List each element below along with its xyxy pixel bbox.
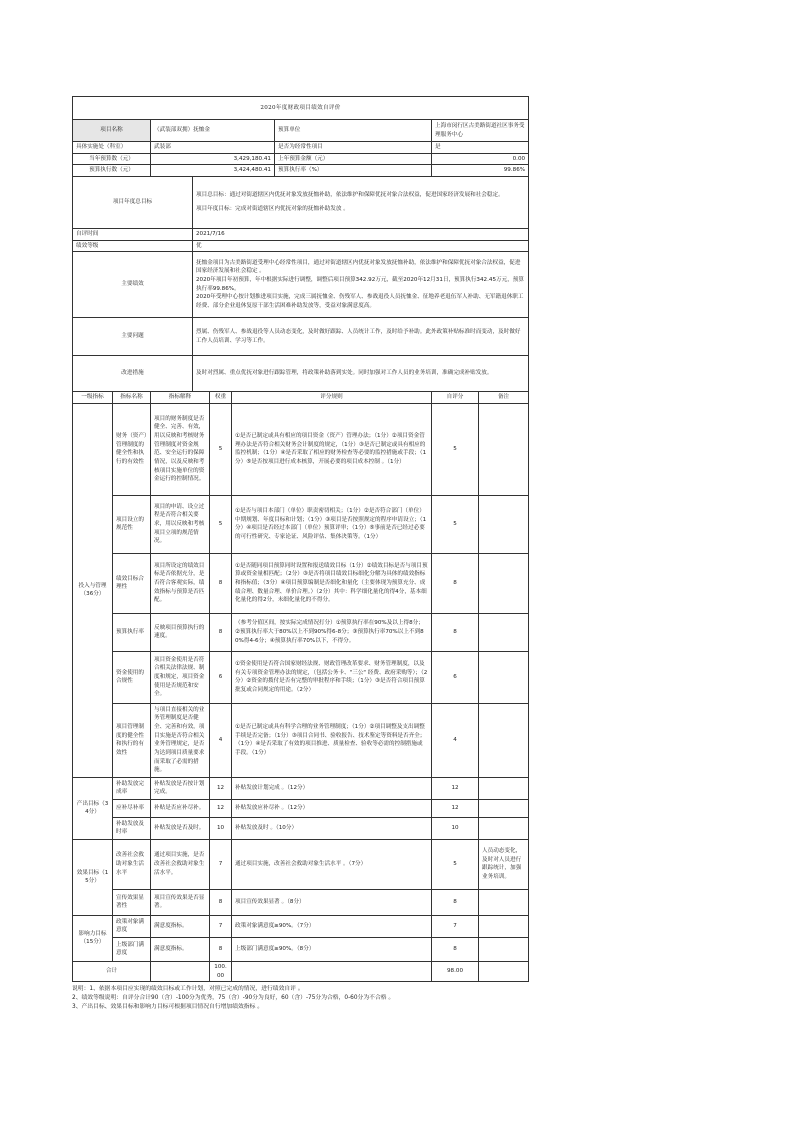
table-row [73, 703, 529, 777]
indicator-name: 上级部门满意度 [113, 937, 151, 961]
indicator-score: 12 [432, 777, 479, 799]
budget-unit-value: 上海市闵行区古美路街道社区事务受理服务中心 [432, 120, 529, 142]
indicator-note: 人员动态变化，及时对人员进行跟踪统计，加强业务培训。 [479, 839, 529, 889]
header-name: 指标名称 [113, 392, 151, 404]
table-row [73, 613, 529, 651]
indicator-rule: 项目宣传效果显著 。（8分） [232, 889, 432, 915]
indicator-desc: 满意度指标。 [151, 937, 210, 961]
exec-rate-label: 预算执行率（%） [275, 165, 432, 177]
budget-label: 当年预算数（元） [73, 153, 151, 165]
indicator-score: 4 [432, 703, 479, 777]
performance-p2: 2020年项目年初预算，年中根据实际进行调整，调整后项目预算342.92万元，截至2020年12月31日，预算执行342.45万元，预算执行率99.86%。 [196, 277, 524, 292]
indicator-rule: 补贴发放应补尽补 。（12分） [232, 799, 432, 817]
evaluation-table [72, 96, 529, 982]
total-score: 98.00 [432, 961, 479, 981]
indicator-score: 10 [432, 817, 479, 839]
note-line: 2、绩效等级说明：自评分合计90（含）-100分为优秀，75（含）-90分为良好，60（含）-75分为合格，0-60分为不合格 。 [72, 995, 395, 1002]
total-weight: 100.00 [210, 961, 232, 981]
indicator-note [479, 651, 529, 703]
indicator-rule: ①资金使用是否符合国家财经法规、财政管理改革要求、财务管理制度，以及有关专项资金管理办法的规定，（包括公务卡、"三公" 经费、政府采购等）；（2分）②资金的拨付是否有完整的审批程序和手续；（1分）③是否符合项目预算批复或合同规定的用途。（2分） [232, 651, 432, 703]
indicator-desc: 项目所设定的绩效目标是否依据充分，是否符合客观实际，绩效指标与预算是否匹配。 [151, 553, 210, 613]
total-label: 合计 [73, 961, 151, 981]
indicator-desc: 项目的财务制度是否健全、完善、有效，用以反映和考核财务管理制度对资金规范、安全运行的保障情况，以及反映和考核项目实施单位的资金运行的控制情况。 [151, 403, 210, 495]
indicator-name: 财务（资产）管理制度的健全性和执行的有效性 [113, 403, 151, 495]
indicator-score: 8 [432, 613, 479, 651]
info-row-budget [73, 153, 529, 165]
goal-annual: 项目年度目标：完成对街道辖区内优抚对象的抚恤补助发放 。 [196, 206, 349, 213]
eval-time-value: 2021/7/16 [193, 228, 529, 240]
header-desc: 指标解释 [151, 392, 210, 404]
table-row [73, 651, 529, 703]
header-score: 自评分 [432, 392, 479, 404]
dept-label: 具体实施处（科室） [73, 142, 151, 154]
eval-grade-label: 绩效等级 [73, 240, 193, 252]
table-row [73, 777, 529, 799]
indicator-desc: 补贴是否应补尽补。 [151, 799, 210, 817]
indicator-weight: 5 [210, 495, 232, 553]
indicator-score: 12 [432, 799, 479, 817]
header-note: 备注 [479, 392, 529, 404]
indicator-name: 应补尽补率 [113, 799, 151, 817]
indicator-header-row [73, 392, 529, 404]
header-weight: 权重 [210, 392, 232, 404]
group-output: 产出目标（34分） [73, 777, 113, 839]
dept-value: 武装部 [151, 142, 275, 154]
info-row-exec [73, 165, 529, 177]
prev-budget-value: 0.00 [432, 153, 529, 165]
indicator-note [479, 817, 529, 839]
eval-grade-row [73, 240, 529, 252]
indicator-weight: 10 [210, 817, 232, 839]
indicator-rule: ①是否已制定或具有相应的项目资金（资产）管理办法；（1分）②项目资金管理办法是否符合相关财务会计制度的规定，（1分）③是否已制定或具有相应的监控机制；（1分）④是否采取了相应的财务检查等必要的监控措施或手段；（1分）⑤是否按项目进行成本核算，开展必要的项目成本控制 。（1分） [232, 403, 432, 495]
indicator-desc: 补贴发放是否及时。 [151, 817, 210, 839]
performance-text [193, 252, 529, 318]
project-name-value: （武装部双拥）抚恤金 [151, 120, 275, 142]
indicator-name: 项目设立的规范性 [113, 495, 151, 553]
indicator-weight: 4 [210, 703, 232, 777]
performance-label: 主要绩效 [73, 252, 193, 318]
indicator-name: 改善社会救助对象生活水平 [113, 839, 151, 889]
indicator-name: 绩效目标合理性 [113, 553, 151, 613]
indicator-desc: 通过项目实施，是否改善社会救助对象生活水平。 [151, 839, 210, 889]
indicator-weight: 6 [210, 651, 232, 703]
indicator-rule: 政策对象满意度≥90%。（7分） [232, 915, 432, 937]
notes [72, 985, 528, 1012]
problems-text: 烈属、伤残军人、参战退役等人员动态变化，及时做好跟踪、人员统计工作，及时给予补助。此外政策补贴标准时而变动，及时做好工作人员培训、学习等工作。 [193, 318, 529, 356]
total-note-blank [479, 961, 529, 981]
indicator-weight: 7 [210, 915, 232, 937]
eval-time-row [73, 228, 529, 240]
indicator-rule: 补贴发放计划完成 。（12分） [232, 777, 432, 799]
indicator-rule: 补贴发放及时 。（10分） [232, 817, 432, 839]
title-row [73, 97, 529, 120]
indicator-score: 5 [432, 839, 479, 889]
group-input-management: 投入与管理（36分） [73, 403, 113, 777]
total-blank [151, 961, 210, 981]
indicator-score: 8 [432, 937, 479, 961]
eval-grade-value: 优 [193, 240, 529, 252]
table-row [73, 553, 529, 613]
note-line: 3、产出目标、效果目标和影响力目标可根据项目情况自行增加绩效指标 。 [72, 1004, 264, 1011]
indicator-name: 补助发放完成率 [113, 777, 151, 799]
problems-row [73, 318, 529, 356]
indicator-score: 7 [432, 915, 479, 937]
indicator-note [479, 889, 529, 915]
indicator-desc: 项目宣传效果是否显著。 [151, 889, 210, 915]
indicator-note [479, 937, 529, 961]
total-rule-blank [232, 961, 432, 981]
indicator-weight: 5 [210, 403, 232, 495]
group-effect: 效果目标（15分） [73, 839, 113, 915]
info-row-project [73, 120, 529, 142]
measures-label: 改进措施 [73, 356, 193, 392]
indicator-rule: 通过项目实施，改善社会救助对象生活水平 。（7分） [232, 839, 432, 889]
indicator-rule: ①是否随同项目预算同时设置和报送绩效目标（1分）②绩效目标是否与项目预算或资金量相匹配；（2分）③是否将项目绩效目标细化分解为具体的绩效指标和指标值；（3分）④项目预算编制是否细化和量化（主要体现为预算充分、成绩合理、数量合理、单价合理。）（2分）其中：科学细化量化的得4分，基本细化量化的得2分，未细化量化的不得分。 [232, 553, 432, 613]
goal-overall: 项目总目标：通过对街道辖区内优抚对象发放抚恤补助，依法维护和保障优抚对象合法权益，促进国家经济发展和社会稳定。 [196, 191, 504, 198]
indicator-note [479, 553, 529, 613]
indicator-name: 资金使用的合规性 [113, 651, 151, 703]
measures-row [73, 356, 529, 392]
goal-row [73, 176, 529, 228]
table-row [73, 915, 529, 937]
indicator-weight: 8 [210, 937, 232, 961]
indicator-note [479, 777, 529, 799]
indicator-weight: 8 [210, 889, 232, 915]
group-influence: 影响力目标（15分） [73, 915, 113, 961]
indicator-score: 8 [432, 889, 479, 915]
budget-value: 3,429,180.41 [151, 153, 275, 165]
indicator-weight: 8 [210, 553, 232, 613]
info-row-dept [73, 142, 529, 154]
table-row [73, 403, 529, 495]
recurring-value: 是 [432, 142, 529, 154]
indicator-note [479, 495, 529, 553]
indicator-name: 补助发放及时率 [113, 817, 151, 839]
measures-text: 及时对烈属、重点优抚对象进行跟踪管理，将政策补助落到实处。同时加强对工作人员的业务培训，准确完成补贴发放。 [193, 356, 529, 392]
indicator-desc: 项目资金使用是否符合相关法律法规、制度和规定，项目资金使用是否规范和安全。 [151, 651, 210, 703]
indicator-rule: ①是否与项目本部门（单位）职责密切相关；（1分）②是否符合部门（单位）中期规划、年度目标和计划；（1分）③项目是否按照规定的程序申请设立；（1分）④项目是否经过本部门（单位）预算评审；（1分）⑤事前是否已经过必要的可行性研究、专家论证、风险评估、集体决策等。（1分） [232, 495, 432, 553]
evaluation-page [72, 96, 528, 1012]
exec-label: 预算执行数（元） [73, 165, 151, 177]
indicator-desc: 补贴发放是否按计划完成。 [151, 777, 210, 799]
table-row [73, 839, 529, 889]
table-row [73, 817, 529, 839]
performance-p3: 2020年受理中心按计划推进项目实施，完成三属抚恤金、伤残军人、参战退役人员抚恤金、征地养老退伍军人补助、无军籍退休职工经费、部分企业退休复原干部生活困难补助发放等，受益对象满意度高。 [196, 294, 524, 310]
indicator-score: 8 [432, 553, 479, 613]
header-rule: 评分规则 [232, 392, 432, 404]
total-row [73, 961, 529, 981]
indicator-note [479, 403, 529, 495]
indicator-note [479, 703, 529, 777]
header-level1: 一级指标 [73, 392, 113, 404]
indicator-weight: 8 [210, 613, 232, 651]
recurring-label: 是否为经常性项目 [275, 142, 432, 154]
problems-label: 主要问题 [73, 318, 193, 356]
project-name-label: 项目名称 [73, 120, 151, 142]
prev-budget-label: 上年预算金额（元） [275, 153, 432, 165]
page-title: 2020年度财政项目绩效自评价 [73, 97, 529, 120]
indicator-name: 项目管理制度的健全性和执行的有效性 [113, 703, 151, 777]
indicator-score: 5 [432, 495, 479, 553]
indicator-weight: 7 [210, 839, 232, 889]
indicator-note [479, 799, 529, 817]
goal-label: 项目年度总目标 [73, 176, 193, 228]
performance-p1: 抚恤金项目为古美路街道受理中心经常性项目，通过对街道辖区内优抚对象发放抚恤补助，依法维护和保障优抚对象合法权益，促进国家经济发展和社会稳定 。 [196, 259, 521, 275]
exec-rate-value: 99.86% [432, 165, 529, 177]
eval-time-label: 自评时间 [73, 228, 193, 240]
indicator-score: 5 [432, 403, 479, 495]
table-row [73, 937, 529, 961]
indicator-note [479, 915, 529, 937]
indicator-desc: 项目的申请、设立过程是否符合相关要求，用以反映和考核项目立项的规范情况。 [151, 495, 210, 553]
goal-text [193, 176, 529, 228]
indicator-note [479, 613, 529, 651]
table-row [73, 889, 529, 915]
indicator-weight: 12 [210, 799, 232, 817]
indicator-desc: 反映项目预算执行的速度。 [151, 613, 210, 651]
indicator-desc: 与项目直接相关的业务管理制度是否健全、完善和有效，项目实施是否符合相关业务管理规定，是否为达到项目质量要求而采取了必需的措施。 [151, 703, 210, 777]
performance-row [73, 252, 529, 318]
indicator-rule: ①是否已制定或具有科学合理的业务管理制度；（1分）②项目调整及支出调整手续是否完备；（1分）③项目合同书、验收报告、技术鉴定等资料是否齐全；（1分）④是否采取了有效的项目推进、质量检查、验收等必需的控制措施或手段。（1分） [232, 703, 432, 777]
table-row [73, 799, 529, 817]
indicator-rule: 上级部门满意度≥90%。（8分） [232, 937, 432, 961]
indicator-score: 6 [432, 651, 479, 703]
indicator-name: 预算执行率 [113, 613, 151, 651]
indicator-rule: （参考分值区间，按实际完成情况打分）①预算执行率在90%及以上得8分；②预算执行率大于80%以上不到90%得6-8分；③预算执行率70%以上不到80%得4-6分；④预算执行率70%以下，不得分。 [232, 613, 432, 651]
indicator-name: 宣传效果显著性 [113, 889, 151, 915]
exec-value: 3,424,480.41 [151, 165, 275, 177]
budget-unit-label: 预算单位 [275, 120, 432, 142]
note-line: 说明：1、依据本项目应实现的绩效目标或工作计划，对照已完成的情况，进行绩效自评 。 [72, 986, 304, 993]
indicator-name: 政策对象满意度 [113, 915, 151, 937]
indicator-desc: 满意度指标。 [151, 915, 210, 937]
table-row [73, 495, 529, 553]
indicator-weight: 12 [210, 777, 232, 799]
